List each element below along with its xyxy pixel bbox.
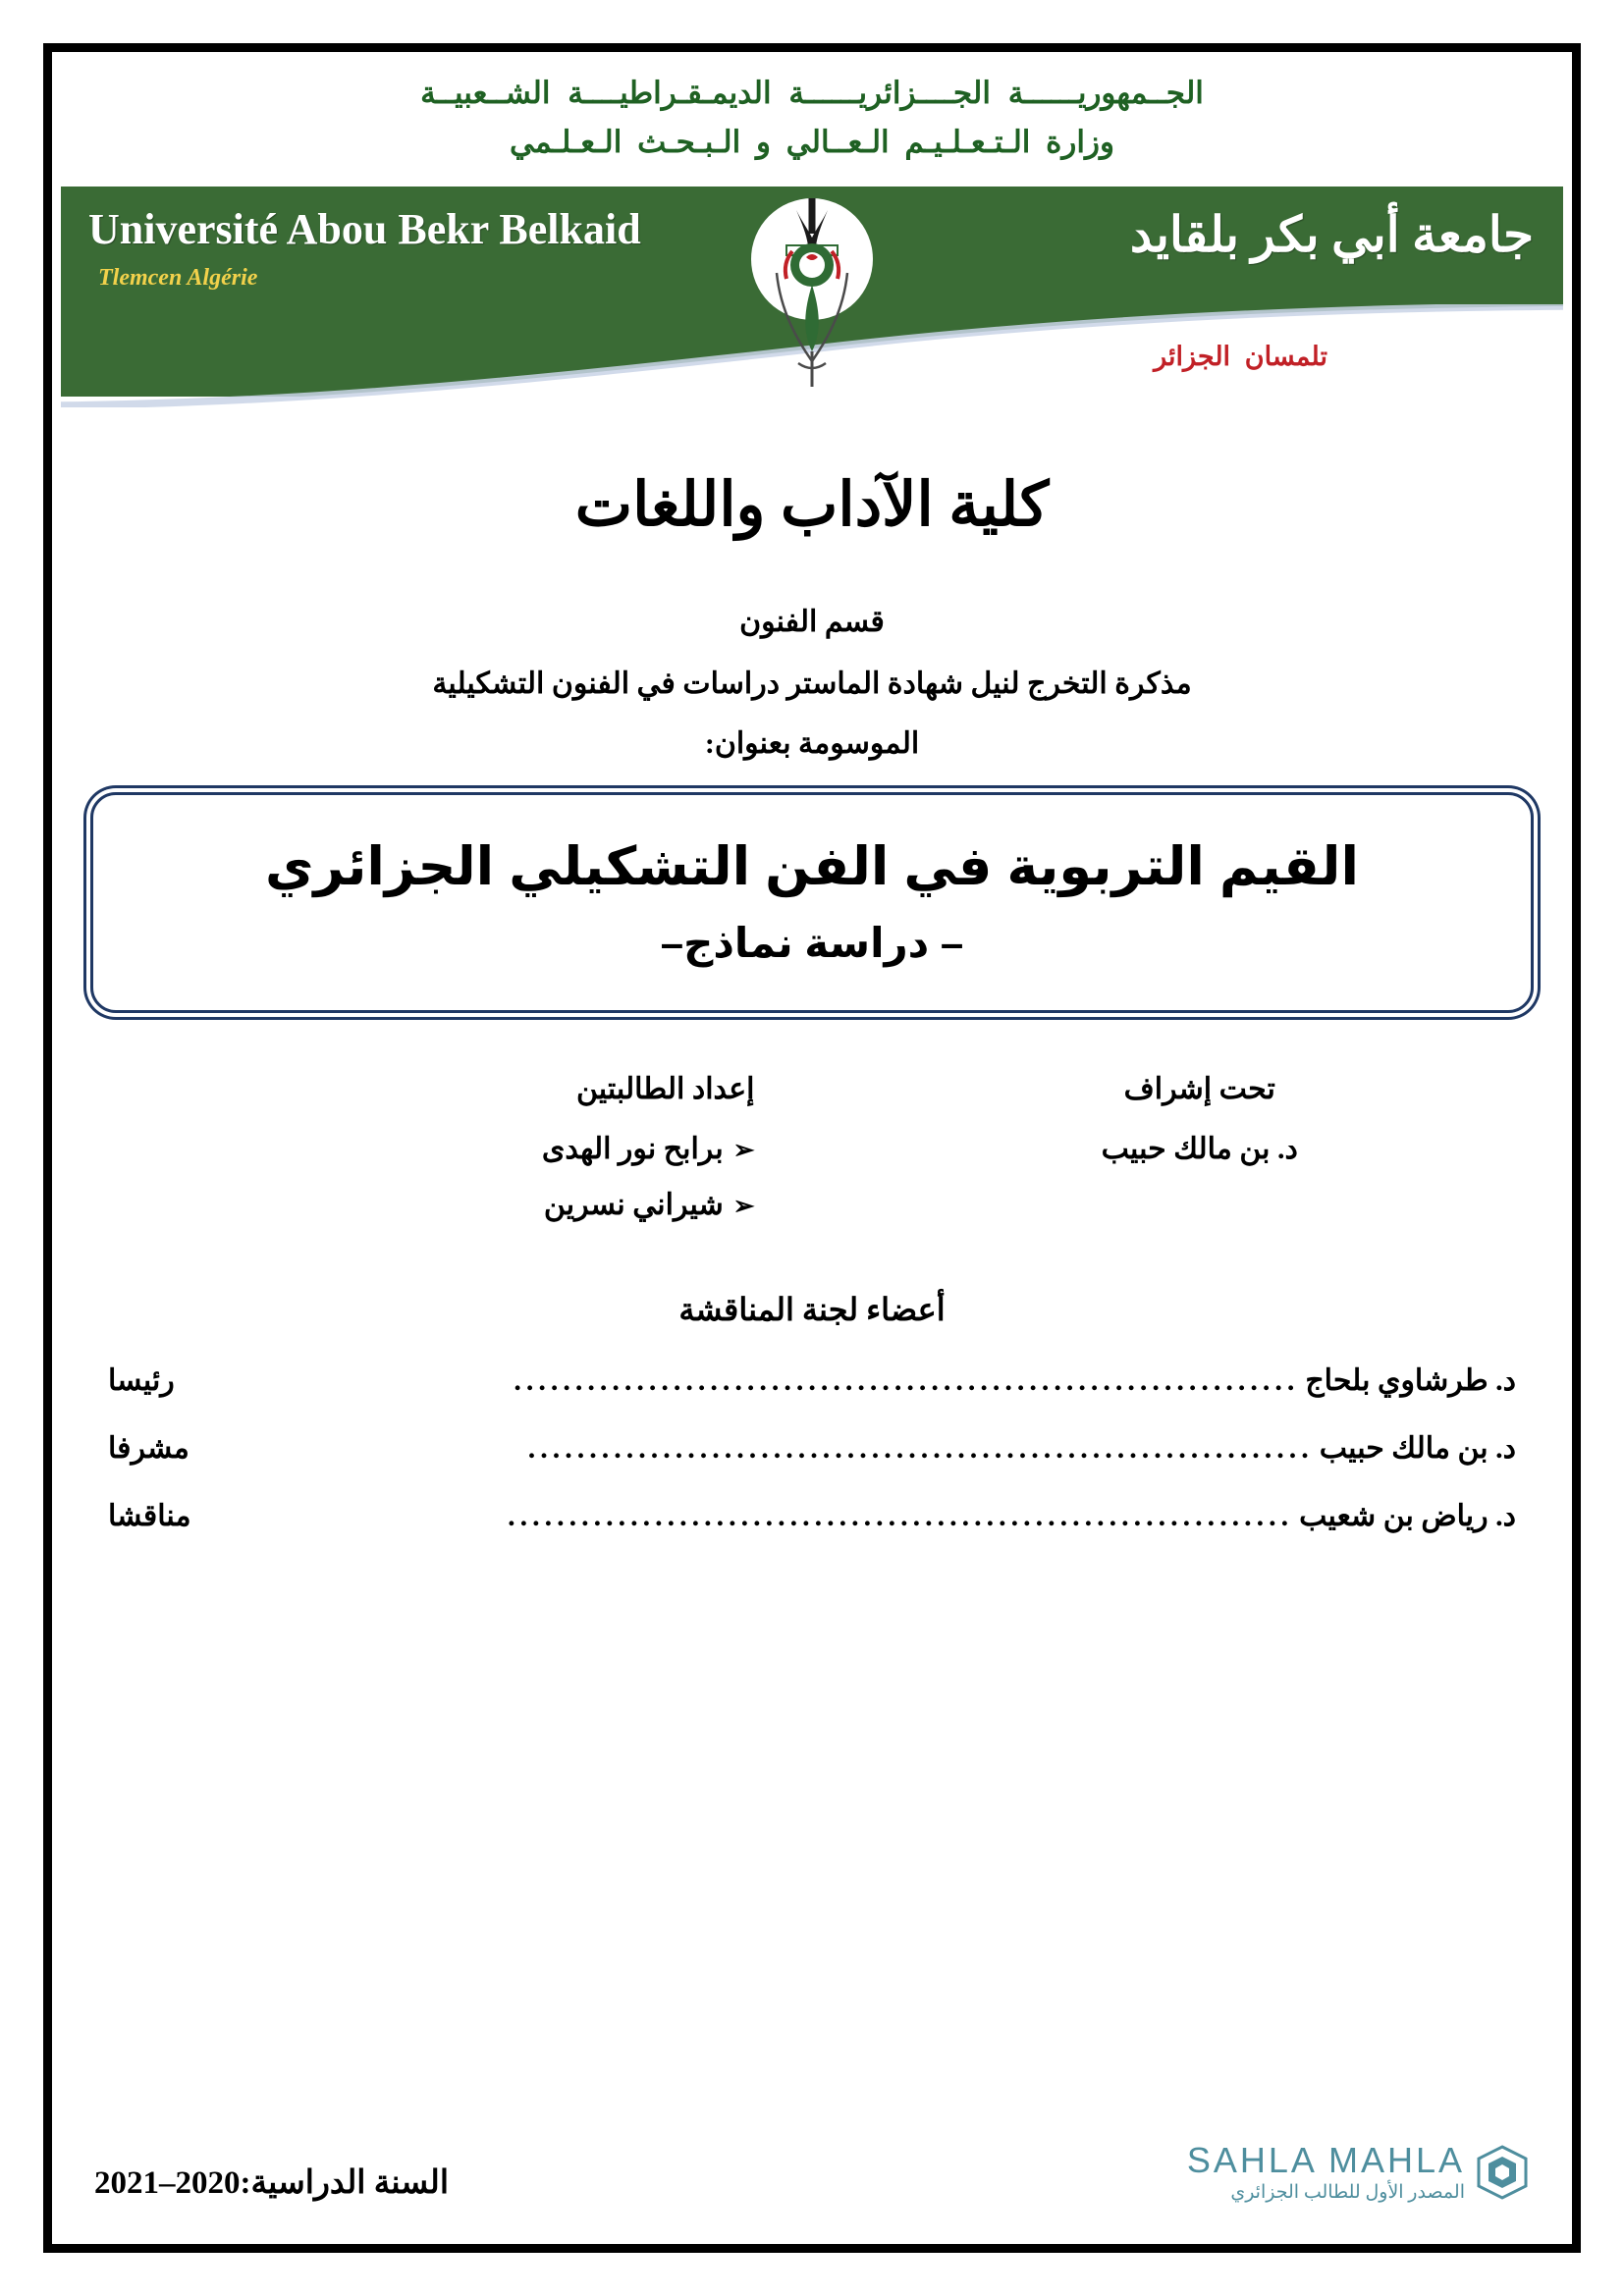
supervisor-heading: تحت إشراف	[1123, 1073, 1275, 1106]
jury-member-name: د. طرشاوي بلحاج	[1305, 1364, 1516, 1398]
jury-row	[108, 1431, 1516, 1466]
republic-line-1: الجــمهوريــــــة الجــــزائريــــــة الديمـقـراطيــــة الشــعبيــة	[420, 76, 1204, 110]
titled-label: الموسومة بعنوان:	[704, 727, 920, 761]
jury-heading: أعضاء لجنة المناقشة	[678, 1292, 946, 1328]
sahla-mahla-logo	[1186, 2140, 1530, 2203]
author-label-2: شيراني نسرين	[543, 1189, 724, 1222]
authors-supervisor-section	[61, 1072, 1563, 1244]
supervisor-name: د. بن مالك حبيب	[1101, 1133, 1298, 1166]
brand-tagline: المصدر الأول للطالب الجزائري	[1230, 2182, 1465, 2203]
university-banner	[61, 187, 1563, 407]
university-name-french: Université Abou Bekr Belkaid	[88, 204, 641, 253]
bullet-arrow-icon: ➢	[732, 1192, 755, 1221]
jury-member-role: رئيسا	[108, 1364, 175, 1398]
page-footer	[61, 2140, 1563, 2203]
university-name-arabic: جامعة أبي بكر بلقايد	[1129, 206, 1534, 262]
university-emblem-icon	[747, 194, 877, 391]
university-city-french: Tlemcen Algérie	[98, 264, 258, 291]
faculty-title: كلية الآداب واللغات	[574, 471, 1050, 539]
brand-name: SAHLA MAHLA	[1186, 2140, 1465, 2180]
thesis-title-subtitle: – دراسة نماذج–	[660, 920, 964, 967]
authors-block	[94, 1072, 755, 1244]
department-name: قسم الفنون	[739, 606, 885, 639]
jury-dot-leader: ................................................................	[527, 1432, 1314, 1466]
jury-row	[108, 1363, 1516, 1398]
academic-year: السنة الدراسية:2020–2021	[94, 2165, 450, 2201]
thesis-statement: مذكرة التخرج لنيل شهادة الماستر دراسات في الفنون التشكيلية	[432, 667, 1192, 701]
thesis-title-main: القيم التربوية في الفن التشكيلي الجزائري	[265, 837, 1359, 897]
brand-mark-icon	[1475, 2145, 1530, 2200]
jury-dot-leader: ................................................................	[508, 1500, 1294, 1533]
author-name-2	[94, 1188, 755, 1222]
jury-list	[61, 1363, 1563, 1533]
jury-member-role: مناقشا	[108, 1500, 191, 1533]
author-name-1	[94, 1132, 755, 1166]
jury-row	[108, 1499, 1516, 1533]
supervisor-block	[869, 1072, 1530, 1244]
republic-line-2: وزارة الـتـعـلـيـم الـعــالي و الـبـحـث الـعـلـمي	[510, 124, 1114, 159]
author-label-1: برابح نور الهدى	[541, 1133, 724, 1166]
brand-text	[1186, 2140, 1465, 2203]
jury-dot-leader: ................................................................	[514, 1364, 1300, 1398]
university-city-arabic: تلمسان الجزائر	[1154, 341, 1327, 371]
jury-member-name: د. رياض بن شعيب	[1299, 1500, 1516, 1533]
thesis-title-box	[90, 792, 1534, 1013]
authors-heading: إعداد الطالبتين	[575, 1073, 755, 1106]
republic-header	[61, 61, 1563, 163]
jury-member-role: مشرفا	[108, 1432, 189, 1466]
jury-member-name: د. بن مالك حبيب	[1319, 1432, 1516, 1466]
page-content	[61, 61, 1563, 2235]
bullet-arrow-icon: ➢	[732, 1136, 755, 1165]
